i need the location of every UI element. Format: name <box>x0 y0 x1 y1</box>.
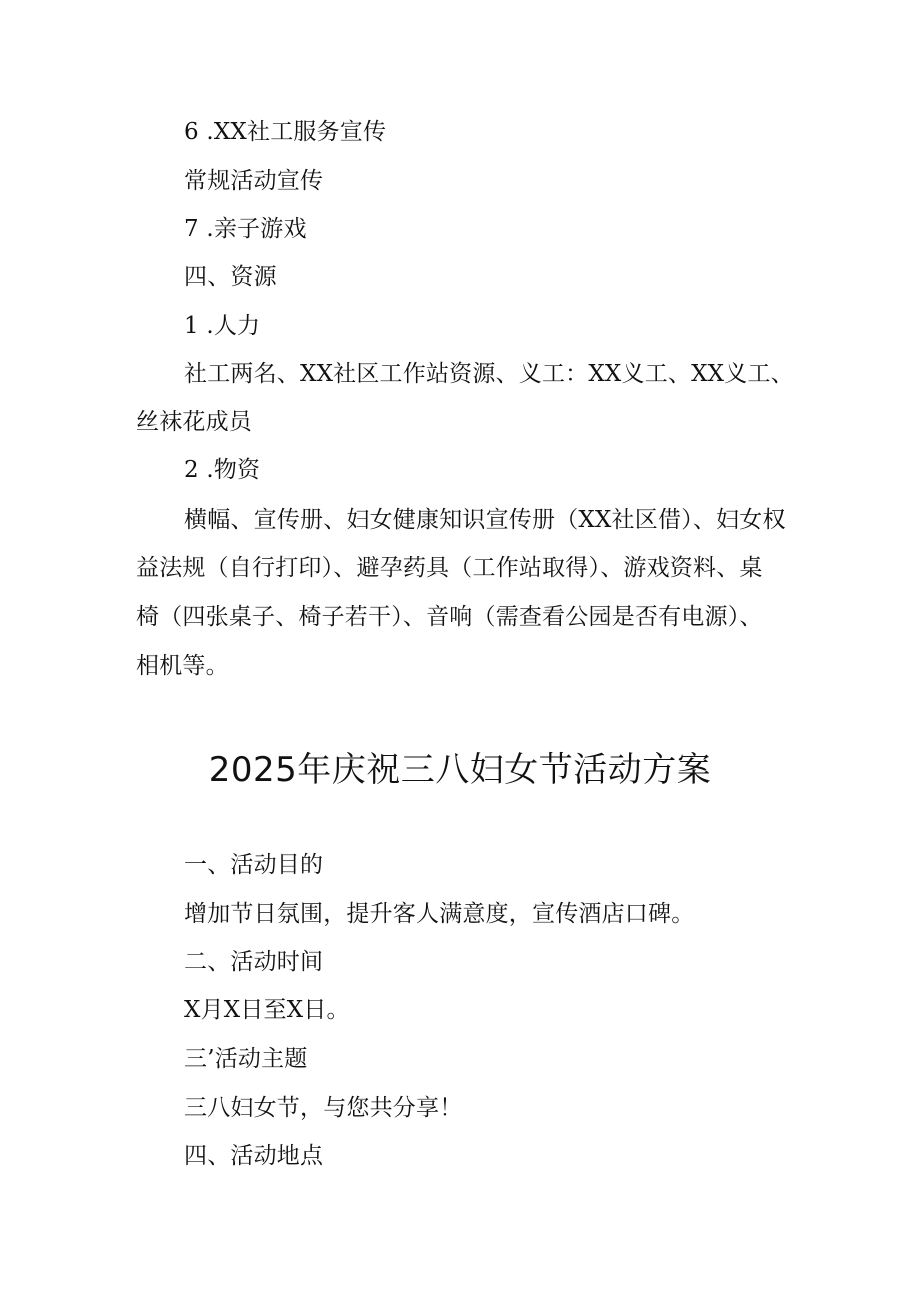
document-title: 2025年庆祝三八妇女节活动方案 <box>208 750 712 790</box>
resource-manpower-text-line1: 社工两名、XX社区工作站资源、义工：XX义工、XX义工、 <box>184 361 794 387</box>
resource-materials-text-line3: 椅（四张桌子、椅子若干）、音响（需查看公园是否有电源）、 <box>136 604 763 630</box>
resources-heading: 四、资源 <box>184 264 277 290</box>
purpose-heading: 一、活动目的 <box>184 852 324 878</box>
purpose-text: 增加节日氛围，提升客人满意度，宣传酒店口碑。 <box>184 901 695 927</box>
resource-materials-heading: 2 .物资 <box>184 457 261 483</box>
time-text: X月X日至X日。 <box>184 997 350 1023</box>
item-6-heading: 6 .XX社工服务宣传 <box>184 119 387 145</box>
item-7-heading: 7 .亲子游戏 <box>184 216 307 242</box>
resource-materials-text-line2: 益法规（自行打印）、避孕药具（工作站取得）、游戏资料、桌 <box>136 555 763 581</box>
location-heading: 四、活动地点 <box>184 1143 324 1169</box>
theme-text: 三八妇女节，与您共分享！ <box>184 1095 463 1121</box>
resource-manpower-text-line2: 丝袜花成员 <box>136 409 252 435</box>
resource-manpower-heading: 1 .人力 <box>184 313 261 339</box>
time-heading: 二、活动时间 <box>184 949 324 975</box>
resource-materials-text-line4: 相机等。 <box>136 653 229 679</box>
resource-materials-text-line1: 横幅、宣传册、妇女健康知识宣传册（XX社区借）、妇女权 <box>184 507 786 533</box>
theme-heading: 三’活动主题 <box>184 1046 308 1072</box>
item-6-description: 常规活动宣传 <box>184 168 324 194</box>
